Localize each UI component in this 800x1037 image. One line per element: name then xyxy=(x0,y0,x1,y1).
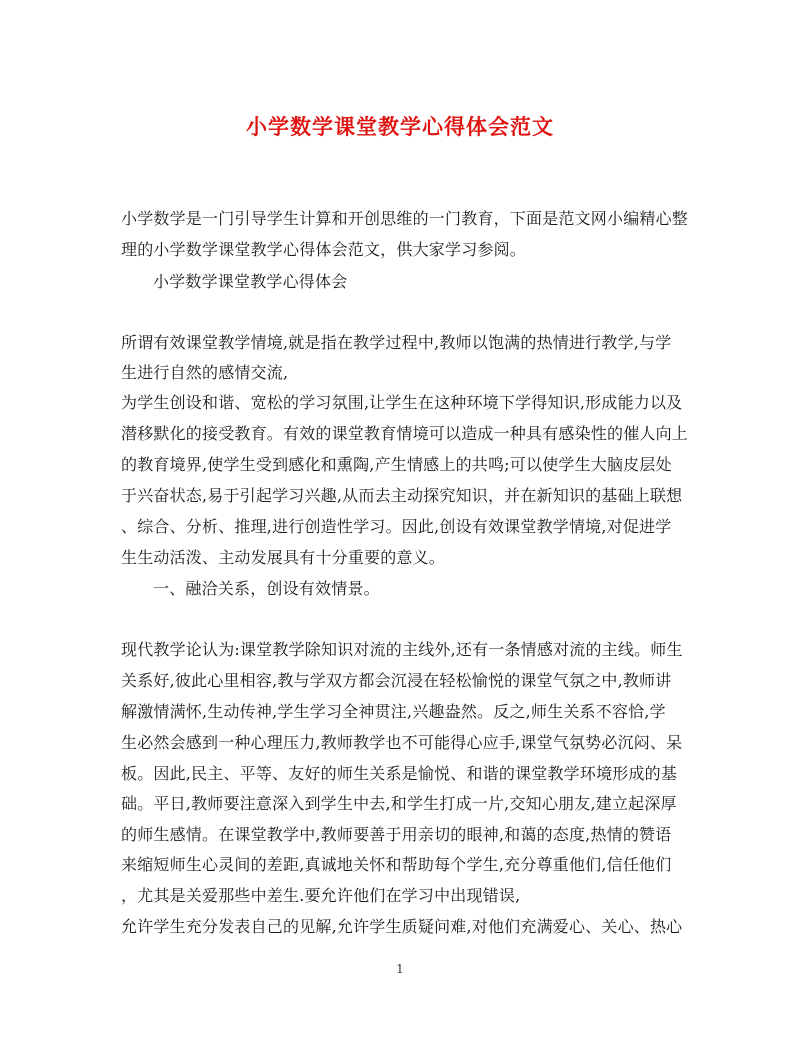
document-title: 小学数学课堂教学心得体会范文 xyxy=(246,114,554,139)
subtitle: 小学数学课堂教学心得体会 xyxy=(153,272,348,291)
paragraph2-line-7: 的师生感情。在课堂教学中,教师要善于用亲切的眼神,和蔼的态度,热情的赞语 xyxy=(121,825,672,844)
paragraph2-line-1: 现代教学论认为:课堂教学除知识对流的主线外,还有一条情感对流的主线。师生 xyxy=(121,640,683,659)
paragraph2-line-5: 板。因此,民主、平等、友好的师生关系是愉悦、和谐的课堂教学环境形成的基 xyxy=(121,764,678,783)
paragraph2-line-9: ，尤其是关爱那些中差生.要允许他们在学习中出现错误, xyxy=(121,886,521,905)
paragraph2-line-3: 解激情满怀,生动传神,学生学习全神贯注,兴趣盎然。反之,师生关系不容恰,学 xyxy=(121,702,666,721)
page-number: 1 xyxy=(396,962,404,976)
paragraph2-line-4: 生必然会感到一种心理压力,教师教学也不可能得心应手,课堂气氛势必沉闷、呆 xyxy=(121,733,683,752)
paragraph2-line-6: 础。平日,教师要注意深入到学生中去,和学生打成一片,交知心朋友,建立起深厚 xyxy=(121,794,677,813)
paragraph2-line-8: 来缩短师生心灵间的差距,真诚地关怀和帮助每个学生,充分尊重他们,信任他们 xyxy=(121,855,672,874)
paragraph2-line-10: 允许学生充分发表自己的见解,允许学生质疑问难,对他们充满爱心、关心、热心 xyxy=(121,917,683,936)
paragraph1-line-2: 生进行自然的感情交流, xyxy=(121,363,289,382)
paragraph1-line-5: 的教育境界,使学生受到感化和熏陶,产生情感上的共鸣;可以使学生大脑皮层处 xyxy=(121,455,672,474)
paragraph1-line-7: 、综合、分析、推理,进行创造性学习。因此,创设有效课堂教学情境,对促进学 xyxy=(121,517,672,536)
paragraph1-line-8: 生生动活泼、主动发展具有十分重要的意义。 xyxy=(121,548,446,567)
paragraph1-line-3: 为学生创设和谐、宽松的学习氛围,让学生在这种环境下学得知识,形成能力以及 xyxy=(121,393,683,412)
paragraph1-line-4: 潜移默化的接受教育。有效的课堂教育情境可以造成一种具有感染性的催人向上 xyxy=(121,424,689,443)
paragraph1-line-6: 于兴奋状态,易于引起学习兴趣,从而去主动探究知识，并在新知识的基础上联想 xyxy=(121,486,683,505)
paragraph2-line-2: 关系好,彼此心里相容,教与学双方都会沉浸在轻松愉悦的课堂气氛之中,教师讲 xyxy=(121,671,672,690)
intro-line-2: 理的小学数学课堂教学心得体会范文，供大家学习参阅。 xyxy=(121,240,527,259)
intro-line-1: 小学数学是一门引导学生计算和开创思维的一门教育，下面是范文网小编精心整 xyxy=(121,209,689,228)
section1-heading: 一、融洽关系，创设有效情景。 xyxy=(153,579,380,598)
paragraph1-line-1: 所谓有效课堂教学情境,就是指在教学过程中,教师以饱满的热情进行教学,与学 xyxy=(121,333,672,352)
